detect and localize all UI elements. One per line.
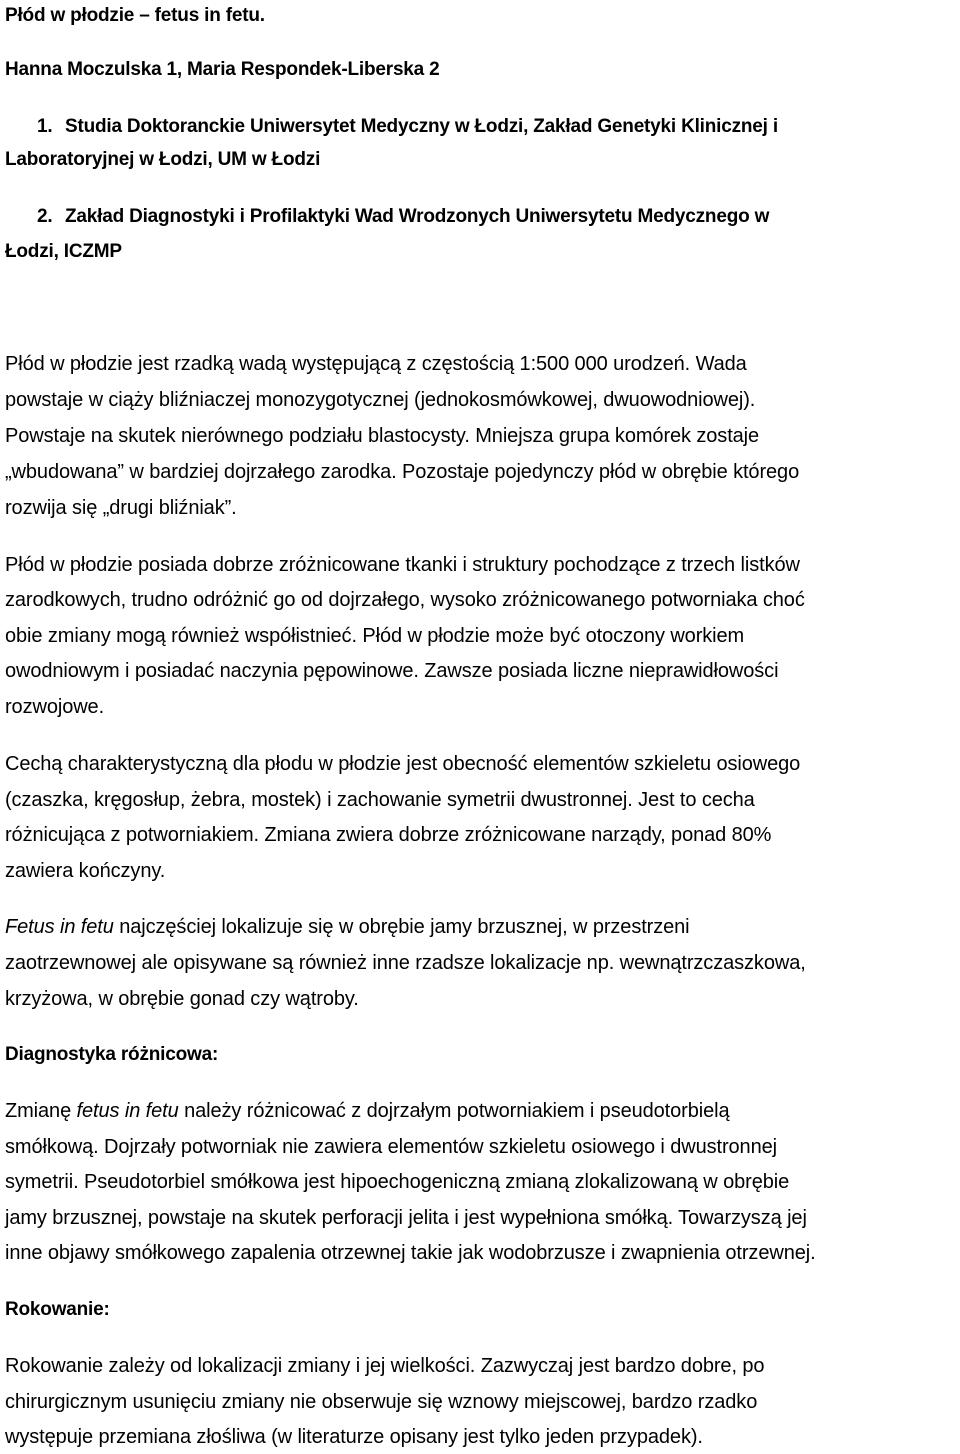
paragraph-line: inne objawy smółkowego zapalenia otrzewnej takie jak wodobrzusze i zwapnienia otrzewnej. (5, 1242, 816, 1264)
paragraph-line: rozwojowe. (5, 696, 105, 718)
affiliation-text: Studia Doktoranckie Uniwersytet Medyczny w Łodzi, Zakład Genetyki Klinicznej i (65, 116, 778, 137)
paragraph-line: Cechą charakterystyczną dla płodu w płodzie jest obecność elementów szkieletu osiowego (5, 753, 801, 775)
paragraph-line: (czaszka, kręgosłup, żebra, mostek) i zachowanie symetrii dwustronnej. Jest to cecha (5, 789, 755, 811)
paragraph-line: różnicująca z potworniakiem. Zmiana zwiera dobrze zróżnicowane narządy, ponad 80% (5, 824, 772, 846)
paragraph-line: smółkową. Dojrzały potworniak nie zawiera elementów szkieletu osiowego i dwustronnej (5, 1136, 777, 1158)
paragraph-line: obie zmiany mogą również współistnieć. Płód w płodzie może być otoczony workiem (5, 625, 745, 647)
paragraph-line: zawiera kończyny. (5, 860, 166, 882)
line-text: należy różnicować z dojrzałym potworniakiem i pseudotorbielą (178, 1100, 730, 1122)
affiliation-1-cont: Laboratoryjnej w Łodzi, UM w Łodzi (5, 149, 321, 170)
paragraph-line: występuje przemiana złośliwa (w literaturze opisany jest tylko jeden przypadek). (5, 1426, 703, 1448)
affiliation-2-cont: Łodzi, ICZMP (5, 241, 122, 262)
line-text: najczęściej lokalizuje się w obrębie jamy brzusznej, w przestrzeni (113, 916, 690, 938)
paragraph-line (5, 1099, 729, 1123)
paragraph-line: Płód w płodzie jest rzadką wadą występującą z częstością 1:500 000 urodzeń. Wada (5, 353, 747, 375)
paragraph-line: powstaje w ciąży bliźniaczej monozygotycznej (jednokosmówkowej, dwuowodniowej). (5, 389, 756, 411)
paragraph-line: owodniowym i posiadać naczynia pępowinowe. Zawsze posiada liczne nieprawidłowości (5, 660, 779, 682)
paragraph-line: zaotrzewnowej ale opisywane są również inne rzadsze lokalizacje np. wewnątrzczaszkowa, (5, 952, 806, 974)
paragraph-line: symetrii. Pseudotorbiel smółkowa jest hipoechogeniczną zmianą zlokalizowaną w obrębie (5, 1171, 790, 1193)
paragraph-line: zarodkowych, trudno odróżnić go od dojrzałego, wysoko zróżnicowanego potworniaka choć (5, 589, 805, 611)
paragraph-line: „wbudowana” w bardziej dojrzałego zarodka. Pozostaje pojedynczy płód w obrębie którego (5, 461, 800, 483)
line-text: Zmianę (5, 1100, 77, 1122)
paragraph-line: rozwija się „drugi bliźniak”. (5, 497, 237, 519)
paragraph-line: jamy brzusznej, powstaje na skutek perforacji jelita i jest wypełniona smółką. Towarzyszą jej (5, 1207, 807, 1229)
affiliation-2 (5, 205, 769, 229)
paragraph-line: Powstaje na skutek nierównego podziału blastocysty. Mniejsza grupa komórek zostaje (5, 425, 760, 447)
italic-term: fetus in fetu (76, 1100, 179, 1122)
authors-line: Hanna Moczulska 1, Maria Respondek-Liberska 2 (5, 59, 440, 80)
document-title: Płód w płodzie – fetus in fetu. (5, 5, 265, 26)
paragraph-line: Płód w płodzie posiada dobrze zróżnicowane tkanki i struktury pochodzące z trzech listków (5, 554, 800, 576)
affiliation-number: 2. (37, 206, 53, 227)
section-heading-diagnosis: Diagnostyka różnicowa: (5, 1044, 219, 1065)
paragraph-line: chirurgicznym usunięciu zmiany nie obserwuje się wznowy miejscowej, bardzo rzadko (5, 1391, 758, 1413)
affiliation-1 (5, 115, 778, 139)
italic-term: Fetus in fetu (5, 916, 114, 938)
section-heading-prognosis: Rokowanie: (5, 1299, 110, 1320)
paragraph-line (5, 915, 690, 939)
paragraph-line: Rokowanie zależy od lokalizacji zmiany i jej wielkości. Zazwyczaj jest bardzo dobre, po (5, 1355, 765, 1377)
affiliation-text: Zakład Diagnostyki i Profilaktyki Wad Wrodzonych Uniwersytetu Medycznego w (65, 206, 770, 227)
paragraph-line: krzyżowa, w obrębie gonad czy wątroby. (5, 988, 359, 1010)
affiliation-number: 1. (37, 116, 53, 137)
